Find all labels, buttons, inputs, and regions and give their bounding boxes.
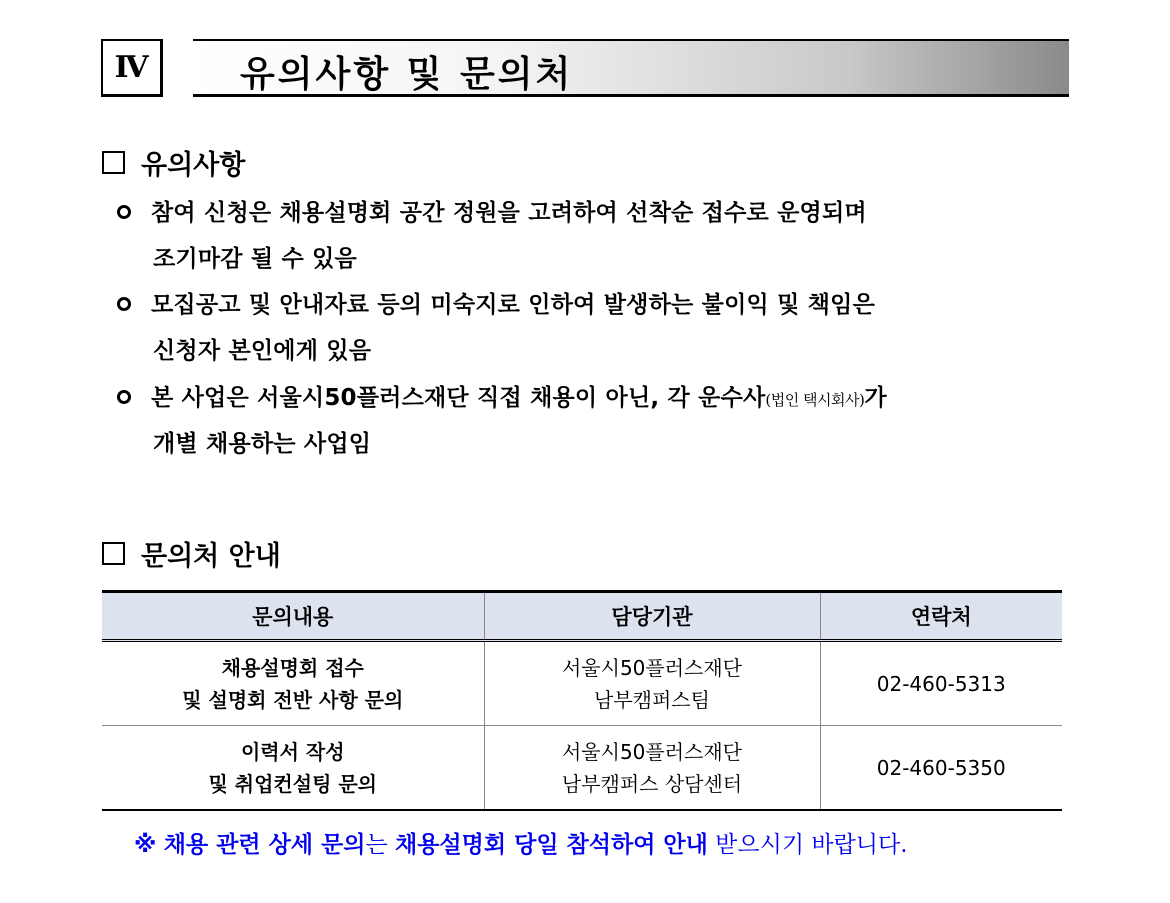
reference-mark: ※	[134, 832, 157, 858]
footer-note: ※ 채용 관련 상세 문의는 채용설명회 당일 참석하여 안내 받으시기 바랍니다.	[134, 832, 908, 858]
section-header	[101, 39, 1069, 102]
inquiry-cell: 이력서 작성 및 취업컨설팅 문의	[102, 726, 484, 811]
org-cell: 서울시50플러스재단 남부캠퍼스팀	[484, 641, 820, 726]
section-number: Ⅳ	[101, 39, 163, 97]
notes-heading	[102, 143, 245, 182]
square-box-icon	[102, 151, 125, 174]
note-1-line-1: 참여 신청은 채용설명회 공간 정원을 고려하여 선착순 접수로 운영되며	[151, 200, 867, 226]
note-3-line-2: 개별 채용하는 사업임	[153, 431, 372, 457]
table-row	[102, 641, 1062, 726]
note-3-line-1a: 본 사업은 서울시50플러스재단 직접 채용이 아닌, 각 운수사	[151, 385, 766, 411]
note-1-line-2: 조기마감 될 수 있음	[153, 246, 357, 272]
column-header-phone: 연락처	[820, 592, 1062, 641]
inquiry-cell: 채용설명회 접수 및 설명회 전반 사항 문의	[102, 641, 484, 726]
note-2-line-2: 신청자 본인에게 있음	[153, 338, 372, 364]
phone-cell: 02-460-5313	[820, 641, 1062, 726]
org-cell: 서울시50플러스재단 남부캠퍼스 상담센터	[484, 726, 820, 811]
note-3-line-1b: 가	[864, 385, 887, 411]
contact-heading	[102, 534, 281, 573]
circle-bullet-icon	[117, 297, 131, 311]
note-item-1	[117, 190, 1077, 282]
title-bar	[193, 39, 1069, 97]
phone-cell: 02-460-5350	[820, 726, 1062, 811]
note-3-aside: (법인 택시회사)	[765, 391, 865, 409]
note-2-line-1: 모집공고 및 안내자료 등의 미숙지로 인하여 발생하는 불이익 및 책임은	[151, 292, 875, 318]
square-box-icon	[102, 542, 125, 565]
note-item-2	[117, 282, 1077, 374]
column-header-inquiry: 문의내용	[102, 592, 484, 641]
page-title: 유의사항 및 문의처	[240, 54, 574, 95]
contact-heading-text: 문의처 안내	[141, 541, 281, 572]
column-header-org: 담당기관	[484, 592, 820, 641]
table-header-row	[102, 592, 1062, 641]
circle-bullet-icon	[117, 390, 131, 404]
table-row	[102, 726, 1062, 811]
circle-bullet-icon	[117, 205, 131, 219]
notes-heading-text: 유의사항	[141, 150, 246, 181]
note-item-3	[117, 375, 1077, 467]
contact-table	[102, 590, 1062, 811]
